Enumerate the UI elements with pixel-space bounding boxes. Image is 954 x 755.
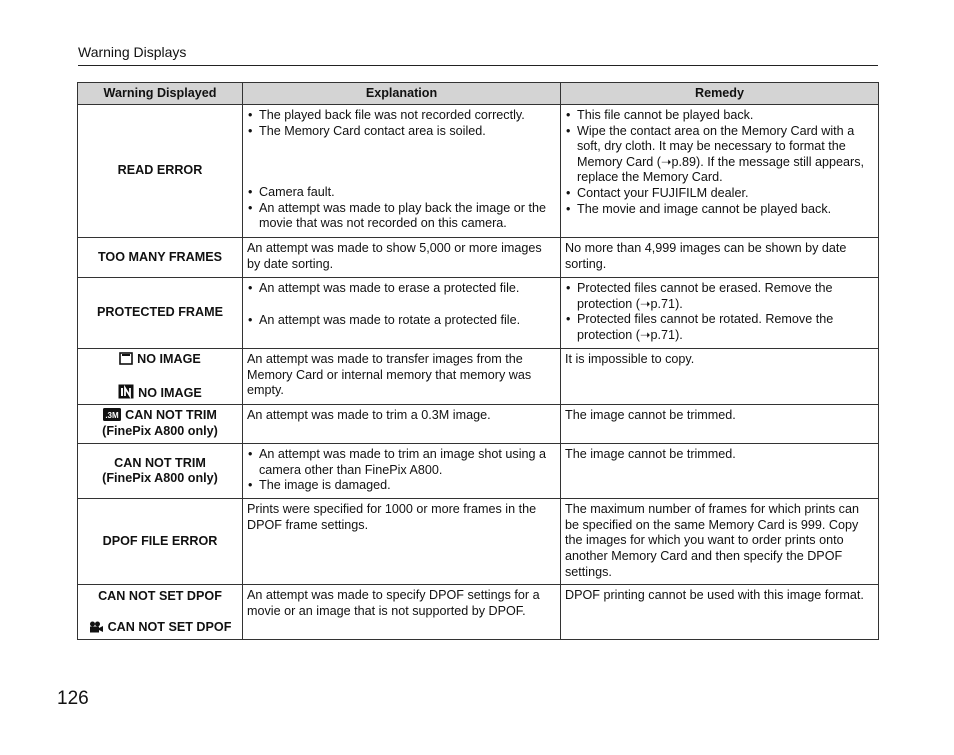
explanation-cell: An attempt was made to show 5,000 or more images by date sorting. — [243, 238, 561, 278]
remedy-cell: No more than 4,999 images can be shown by date sorting. — [561, 238, 879, 278]
internal-memory-icon — [118, 384, 134, 399]
column-header-remedy: Remedy — [561, 83, 879, 105]
warning-cell — [78, 349, 243, 405]
header-divider — [78, 65, 878, 66]
warning-cell — [78, 444, 243, 499]
list-item: • An attempt was made to rotate a protected file. — [247, 313, 556, 329]
explanation-cell: An attempt was made to transfer images from the Memory Card or internal memory that memory was empty. — [243, 349, 561, 405]
table-row — [78, 278, 879, 349]
remedy-cell: It is impossible to copy. — [561, 349, 879, 405]
remedy-cell: DPOF printing cannot be used with this image format. — [561, 585, 879, 640]
warning-label: TOO MANY FRAMES — [97, 249, 223, 264]
remedy-cell — [561, 278, 879, 349]
warning-sublabel: (FinePix A800 only) — [102, 471, 218, 486]
warning-table — [77, 82, 879, 640]
warning-cell — [78, 499, 243, 585]
warning-label: CAN NOT SET DPOF — [107, 620, 232, 635]
list-item: • The image is damaged. — [247, 478, 556, 494]
list-item: • The Memory Card contact area is soiled. — [247, 124, 556, 140]
warning-line — [82, 384, 238, 402]
0.3m-quality-icon — [103, 408, 121, 421]
warning-cell — [78, 405, 243, 444]
warning-line — [82, 408, 238, 424]
page-number: 126 — [57, 688, 89, 709]
list-item: • The played back file was not recorded correctly. — [247, 108, 556, 124]
list-item: • Protected files cannot be rotated. Remove the protection (➝p.71). — [565, 312, 874, 343]
table-row — [78, 585, 879, 640]
remedy-cell: The image cannot be trimmed. — [561, 405, 879, 444]
list-item: • The movie and image cannot be played back. — [565, 202, 874, 218]
list-item: • An attempt was made to play back the image or the movie that was not recorded on this camera. — [247, 201, 556, 232]
warning-label: NO IMAGE — [137, 352, 201, 366]
warning-label: CAN NOT TRIM — [114, 455, 206, 470]
warning-line — [82, 620, 238, 636]
table-row — [78, 499, 879, 585]
column-header-explanation: Explanation — [243, 83, 561, 105]
warning-cell — [78, 105, 243, 238]
explanation-cell — [243, 278, 561, 349]
movie-camera-icon — [89, 621, 104, 633]
explanation-cell: An attempt was made to specify DPOF settings for a movie or an image that is not supported by DPOF. — [243, 585, 561, 640]
remedy-cell: The image cannot be trimmed. — [561, 444, 879, 499]
table-row — [78, 238, 879, 278]
table-row — [78, 405, 879, 444]
table-row — [78, 105, 879, 238]
explanation-cell — [243, 444, 561, 499]
warning-label: DPOF FILE ERROR — [102, 533, 218, 548]
explanation-cell: An attempt was made to trim a 0.3M image. — [243, 405, 561, 444]
list-item: • Camera fault. — [247, 185, 556, 201]
table-row — [78, 444, 879, 499]
list-item: • An attempt was made to trim an image shot using a camera other than FinePix A800. — [247, 447, 556, 478]
explanation-cell: Prints were specified for 1000 or more frames in the DPOF frame settings. — [243, 499, 561, 585]
list-item: • Wipe the contact area on the Memory Card with a soft, dry cloth. It may be necessary to format the Memory Card (➝p.89). If the message still appears, replace the Memory Card. — [565, 124, 874, 186]
warning-label: NO IMAGE — [138, 385, 202, 400]
list-item: • An attempt was made to erase a protected file. — [247, 281, 556, 297]
list-item: • Protected files cannot be erased. Remove the protection (➝p.71). — [565, 281, 874, 312]
memory-card-icon — [119, 352, 133, 365]
warning-cell — [78, 238, 243, 278]
table-row — [78, 349, 879, 405]
warning-sublabel: (FinePix A800 only) — [102, 423, 218, 438]
warning-label: CAN NOT SET DPOF — [98, 588, 222, 603]
section-title: Warning Displays — [78, 44, 187, 60]
remedy-cell: The maximum number of frames for which prints can be specified on the same Memory Card is 999. Copy the images for which you want to order prints onto another Memory Card and then specify the DPOF settings. — [561, 499, 879, 585]
warning-line — [82, 352, 238, 368]
column-header-warning: Warning Displayed — [78, 83, 243, 105]
list-item: • Contact your FUJIFILM dealer. — [565, 186, 874, 202]
warning-label: PROTECTED FRAME — [97, 305, 223, 320]
warning-label: CAN NOT TRIM — [125, 408, 217, 423]
explanation-cell — [243, 105, 561, 238]
list-item: • This file cannot be played back. — [565, 108, 874, 124]
warning-label: READ ERROR — [117, 163, 203, 178]
warning-cell — [78, 585, 243, 640]
warning-cell — [78, 278, 243, 349]
svg-text:.3M: .3M — [105, 411, 119, 421]
table-header-row — [78, 83, 879, 105]
remedy-cell — [561, 105, 879, 238]
